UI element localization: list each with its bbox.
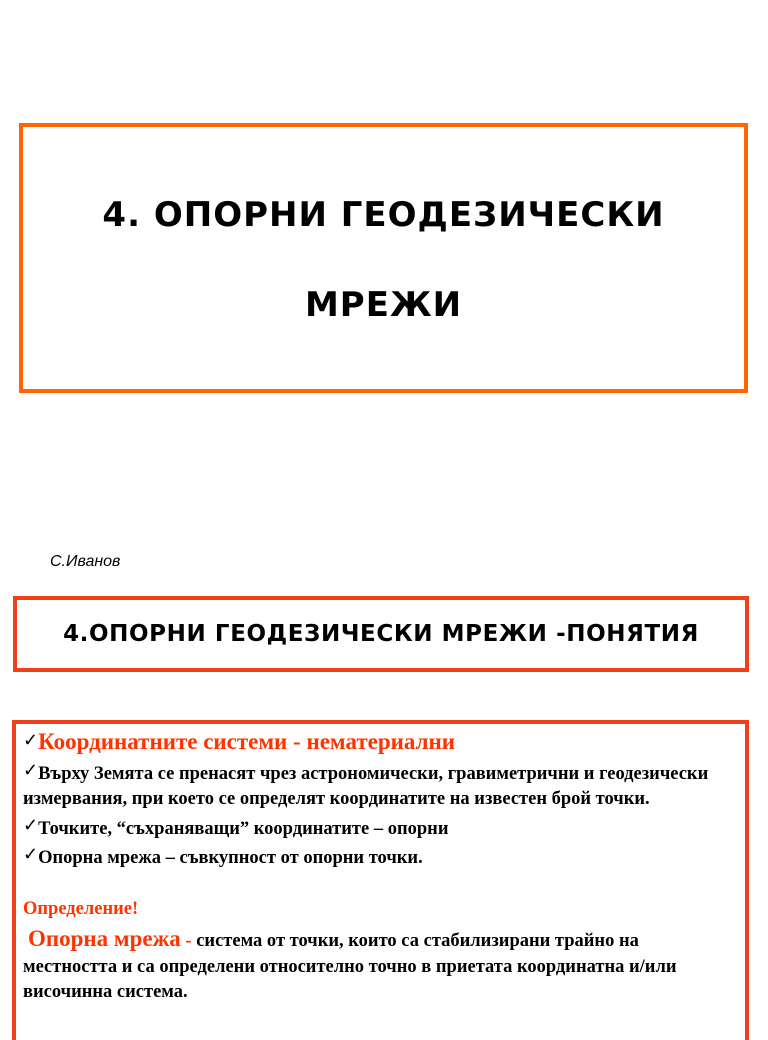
list-item — [23, 758, 737, 813]
title-slide-frame — [19, 123, 748, 393]
definition-term: Опорна мрежа — [28, 926, 181, 951]
list-item — [23, 813, 737, 843]
slide2-title: 4.ОПОРНИ ГЕОДЕЗИЧЕСКИ МРЕЖИ -ПОНЯТИЯ — [63, 621, 699, 647]
title-line-1: 4. ОПОРНИ ГЕОДЕЗИЧЕСКИ — [102, 195, 665, 235]
list-item — [23, 728, 737, 758]
author-name: С.Иванов — [50, 553, 121, 570]
title-line-2: МРЕЖИ — [304, 285, 463, 325]
list-item — [23, 842, 737, 872]
check-icon: ✓ — [23, 814, 39, 835]
definition-dash: - — [185, 931, 192, 951]
bullet-text: Координатните системи - нематериални — [38, 729, 456, 754]
slide2-content-frame — [12, 720, 749, 1040]
spacer — [23, 872, 737, 897]
definition-text: система от точки, които са стабилизирани трайно на местността и са определени относително точно в приетата координатна и/или височинна система. — [23, 931, 677, 1002]
bullet-text: Опорна мрежа – съвкупност от опорни точки. — [38, 848, 423, 868]
check-icon: ✓ — [23, 759, 39, 780]
definition-label: Определение! — [23, 898, 139, 919]
definition-paragraph — [23, 926, 737, 1006]
slide2-header-frame — [13, 596, 749, 672]
check-icon: ✓ — [23, 844, 39, 864]
bullet-text: Точките, “съхраняващи” координатите – опорни — [38, 818, 449, 839]
bullet-text: Върху Земята се пренасят чрез астрономически, гравиметрични и геодезически измервания, при което се определят координатите на известен брой точки. — [23, 763, 709, 809]
check-icon: ✓ — [23, 730, 39, 750]
